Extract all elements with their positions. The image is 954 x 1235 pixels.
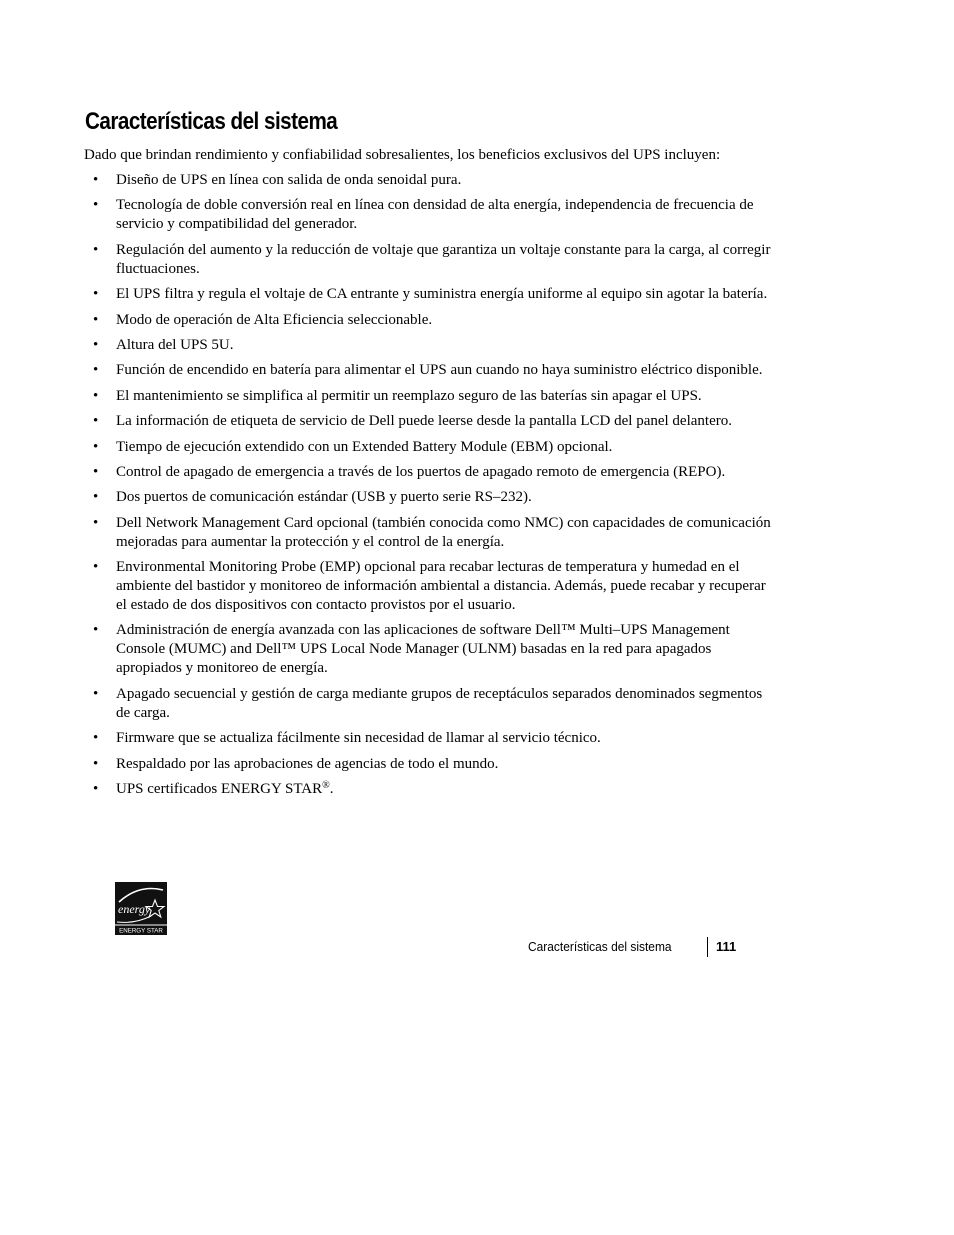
- list-item-text: Dos puertos de comunicación estándar (USB y puerto serie RS–232).: [116, 489, 532, 506]
- list-item-text: Dell Network Management Card opcional (también conocida como NMC) con capacidades de comunicación mejoradas para aumentar la protección y el control de la energía.: [116, 514, 771, 550]
- footer-section-title: Características del sistema: [528, 939, 672, 954]
- bullet-icon: •: [93, 622, 99, 639]
- list-item-text: El mantenimiento se simplifica al permitir un reemplazo seguro de las baterías sin apagar el UPS.: [116, 387, 702, 404]
- list-item-text: Firmware que se actualiza fácilmente sin necesidad de llamar al servicio técnico.: [116, 730, 601, 747]
- list-item-text: Administración de energía avanzada con las aplicaciones de software Dell™ Multi–UPS Management Console (MUMC) and Dell™ UPS Local Node Manager (ULNM) basadas en la red para apagados apropiados y monitoreo de energía.: [116, 622, 730, 677]
- list-item: [84, 241, 774, 279]
- bullet-icon: •: [93, 463, 99, 480]
- list-item-text: Respaldado por las aprobaciones de agencias de todo el mundo.: [116, 755, 499, 772]
- list-item: [84, 488, 774, 507]
- list-item: [84, 438, 774, 457]
- registered-mark: ®: [322, 780, 330, 792]
- page-title: Características del sistema: [85, 108, 338, 135]
- list-item-text: El UPS filtra y regula el voltaje de CA entrante y suministra energía uniforme al equipo sin agotar la batería.: [116, 286, 768, 303]
- list-item: [84, 621, 774, 678]
- bullet-icon: •: [93, 241, 99, 258]
- list-item-text: Diseño de UPS en línea con salida de onda senoidal pura.: [116, 172, 462, 188]
- list-item: [84, 285, 774, 304]
- bullet-icon: •: [93, 387, 99, 404]
- list-item-text: Environmental Monitoring Probe (EMP) opcional para recabar lecturas de temperatura y humedad en el ambiente del bastidor y monitoreo de información ambiental a distancia. Además, puede recabar y recuperar el estado de dos dispositivos con contacto provistos por el usuario.: [116, 559, 766, 614]
- bullet-icon: •: [93, 685, 99, 702]
- bullet-icon: •: [93, 438, 99, 455]
- bullet-icon: •: [93, 172, 99, 188]
- feature-list: [84, 171, 774, 805]
- bullet-icon: •: [93, 286, 99, 303]
- list-item: [84, 729, 774, 748]
- list-item: [84, 755, 774, 774]
- list-item: [84, 387, 774, 406]
- energy-script: energy: [118, 902, 151, 916]
- list-item: [84, 463, 774, 482]
- list-item-text: Función de encendido en batería para alimentar el UPS aun cuando no haya suministro eléctrico disponible.: [116, 362, 763, 379]
- energy-star-logo-icon: [115, 882, 167, 935]
- bullet-icon: •: [93, 413, 99, 430]
- bullet-icon: •: [93, 197, 99, 214]
- bullet-icon: •: [93, 514, 99, 531]
- list-item-text: La información de etiqueta de servicio de Dell puede leerse desde la pantalla LCD del panel delantero.: [116, 413, 732, 430]
- list-item: [84, 336, 774, 355]
- list-item-text: Apagado secuencial y gestión de carga mediante grupos de receptáculos separados denominados segmentos de carga.: [116, 685, 763, 721]
- footer-divider: [707, 937, 708, 957]
- bullet-icon: •: [93, 559, 99, 576]
- page-number: 111: [716, 939, 737, 954]
- energy-star-label: ENERGY STAR: [119, 927, 163, 935]
- list-item: [84, 171, 774, 190]
- bullet-icon: •: [93, 781, 99, 798]
- list-item: [84, 780, 774, 799]
- list-item: [84, 514, 774, 552]
- bullet-icon: •: [93, 730, 99, 747]
- list-item-end: .: [329, 781, 334, 798]
- list-item-text: Tiempo de ejecución extendido con un Extended Battery Module (EBM) opcional.: [116, 438, 613, 455]
- intro-paragraph: Dado que brindan rendimiento y confiabilidad sobresalientes, los beneficios exclusivos del UPS incluyen:: [84, 147, 721, 163]
- list-item-text: UPS certificados ENERGY STAR: [116, 781, 323, 798]
- list-item-text: Regulación del aumento y la reducción de voltaje que garantiza un voltaje constante para la carga, al corregir fluctuaciones.: [116, 241, 771, 277]
- bullet-icon: •: [93, 311, 99, 328]
- list-item-text: Control de apagado de emergencia a través de los puertos de apagado remoto de emergencia (REPO).: [116, 463, 726, 480]
- list-item: [84, 685, 774, 723]
- bullet-icon: •: [93, 362, 99, 379]
- list-item: [84, 558, 774, 615]
- list-item: [84, 196, 774, 234]
- list-item-text: Altura del UPS 5U.: [116, 336, 234, 353]
- list-item: [84, 311, 774, 330]
- list-item: [84, 412, 774, 431]
- list-item-text: Modo de operación de Alta Eficiencia seleccionable.: [116, 311, 433, 328]
- list-item: [84, 361, 774, 380]
- list-item-text: Tecnología de doble conversión real en línea con densidad de alta energía, independencia de frecuencia de servicio y compatibilidad del generador.: [116, 197, 754, 233]
- bullet-icon: •: [93, 336, 99, 353]
- bullet-icon: •: [93, 755, 99, 772]
- bullet-icon: •: [93, 489, 99, 506]
